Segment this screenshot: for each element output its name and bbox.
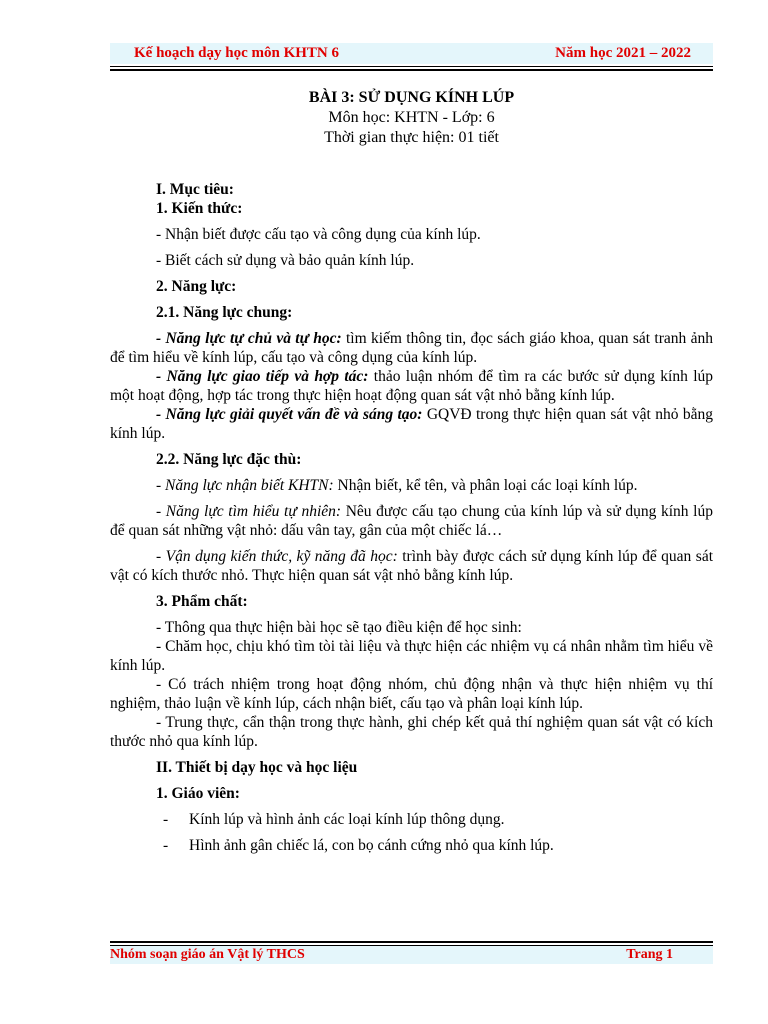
competence-text: thảo luận nhóm để tìm ra các bước sử dụng kính lúp một hoạt động, hợp tác trong thực hiện hoạt động quan sát vật nhỏ bằng kính lúp. — [110, 368, 713, 404]
section-heading-objectives: I. Mục tiêu: — [156, 181, 234, 198]
teacher-item-text: Hình ảnh gân chiếc lá, con bọ cánh cứng nhỏ qua kính lúp. — [189, 837, 554, 854]
knowledge-item: - Biết cách sử dụng và bảo quản kính lúp. — [156, 252, 415, 269]
competence-text: GQVĐ trong thực hiện quan sát vật nhỏ bằng kính lúp. — [110, 406, 713, 442]
page-number: Trang 1 — [626, 947, 673, 962]
page-header — [110, 43, 713, 64]
footer-divider-thick — [110, 941, 713, 943]
general-competence-item — [110, 405, 713, 443]
competence-label: - Năng lực tìm hiểu tự nhiên: — [156, 503, 342, 520]
qualities-item: - Thông qua thực hiện bài học sẽ tạo điều kiện để học sinh: — [156, 619, 522, 636]
competence-label: - Năng lực tự chủ và tự học: — [156, 330, 342, 347]
specific-competence-item — [110, 476, 713, 495]
heading-specific-competence: 2.2. Năng lực đặc thù: — [156, 451, 302, 468]
competence-text: tìm kiếm thông tin, đọc sách giáo khoa, quan sát tranh ảnh để tìm hiểu về kính lúp, cấu tạo và công dụng của kính lúp. — [110, 330, 713, 366]
header-divider — [110, 66, 713, 67]
teacher-item — [110, 810, 713, 829]
lesson-subject: Môn học: KHTN - Lớp: 6 — [328, 109, 495, 126]
heading-competence: 2. Năng lực: — [156, 278, 237, 295]
competence-label: - Năng lực giao tiếp và hợp tác: — [156, 368, 369, 385]
lesson-title-block — [110, 88, 713, 148]
specific-competence-item — [110, 502, 713, 540]
qualities-item: - Có trách nhiệm trong hoạt động nhóm, chủ động nhận và thực hiện nhiệm vụ thí nghiệm, thảo luận về kính lúp, cách nhận biết, cấu tạo và phân loại kính lúp. — [110, 676, 713, 712]
competence-label: - Năng lực giải quyết vấn đề và sáng tạo: — [156, 406, 423, 423]
teacher-item — [110, 836, 713, 855]
page-footer — [110, 946, 713, 964]
document-body — [110, 180, 713, 855]
competence-label: - Năng lực nhận biết KHTN: — [156, 477, 334, 494]
qualities-item: - Trung thực, cẩn thận trong thực hành, ghi chép kết quả thí nghiệm quan sát vật có kích thước nhỏ qua kính lúp. — [110, 714, 713, 750]
bullet-dash: - — [163, 837, 169, 854]
competence-text: trình bày được cách sử dụng kính lúp để quan sát vật có kích thước nhỏ. Thực hiện quan sát vật nhỏ bằng kính lúp. — [110, 548, 713, 584]
competence-label: - Vận dụng kiến thức, kỹ năng đã học: — [156, 548, 398, 565]
heading-knowledge: 1. Kiến thức: — [156, 200, 243, 217]
qualities-item: - Chăm học, chịu khó tìm tòi tài liệu và thực hiện các nhiệm vụ cá nhân nhằm tìm hiểu về kính lúp. — [110, 638, 713, 674]
section-heading-equipment: II. Thiết bị dạy học và học liệu — [156, 759, 358, 776]
lesson-title: BÀI 3: SỬ DỤNG KÍNH LÚP — [308, 89, 515, 106]
specific-competence-item — [110, 547, 713, 585]
heading-qualities: 3. Phẩm chất: — [156, 593, 248, 610]
heading-teacher: 1. Giáo viên: — [156, 785, 240, 802]
teacher-item-text: Kính lúp và hình ảnh các loại kính lúp thông dụng. — [189, 811, 505, 828]
competence-text: Nêu được cấu tạo chung của kính lúp và sử dụng kính lúp để quan sát những vật nhỏ: dấu vân tay, gân của một chiếc lá… — [110, 503, 713, 539]
lesson-duration: Thời gian thực hiện: 01 tiết — [324, 129, 499, 146]
header-divider-thick — [110, 69, 713, 71]
header-left-text: Kế hoạch dạy học môn KHTN 6 — [134, 45, 340, 61]
knowledge-item: - Nhận biết được cấu tạo và công dụng của kính lúp. — [156, 226, 481, 243]
competence-text: Nhận biết, kể tên, và phân loại các loại kính lúp. — [333, 477, 638, 494]
heading-general-competence: 2.1. Năng lực chung: — [156, 304, 293, 321]
header-right-text: Năm học 2021 – 2022 — [555, 45, 691, 61]
footer-left-text: Nhóm soạn giáo án Vật lý THCS — [110, 947, 305, 962]
bullet-dash: - — [163, 811, 169, 828]
general-competence-item — [110, 367, 713, 405]
general-competence-item — [110, 329, 713, 367]
